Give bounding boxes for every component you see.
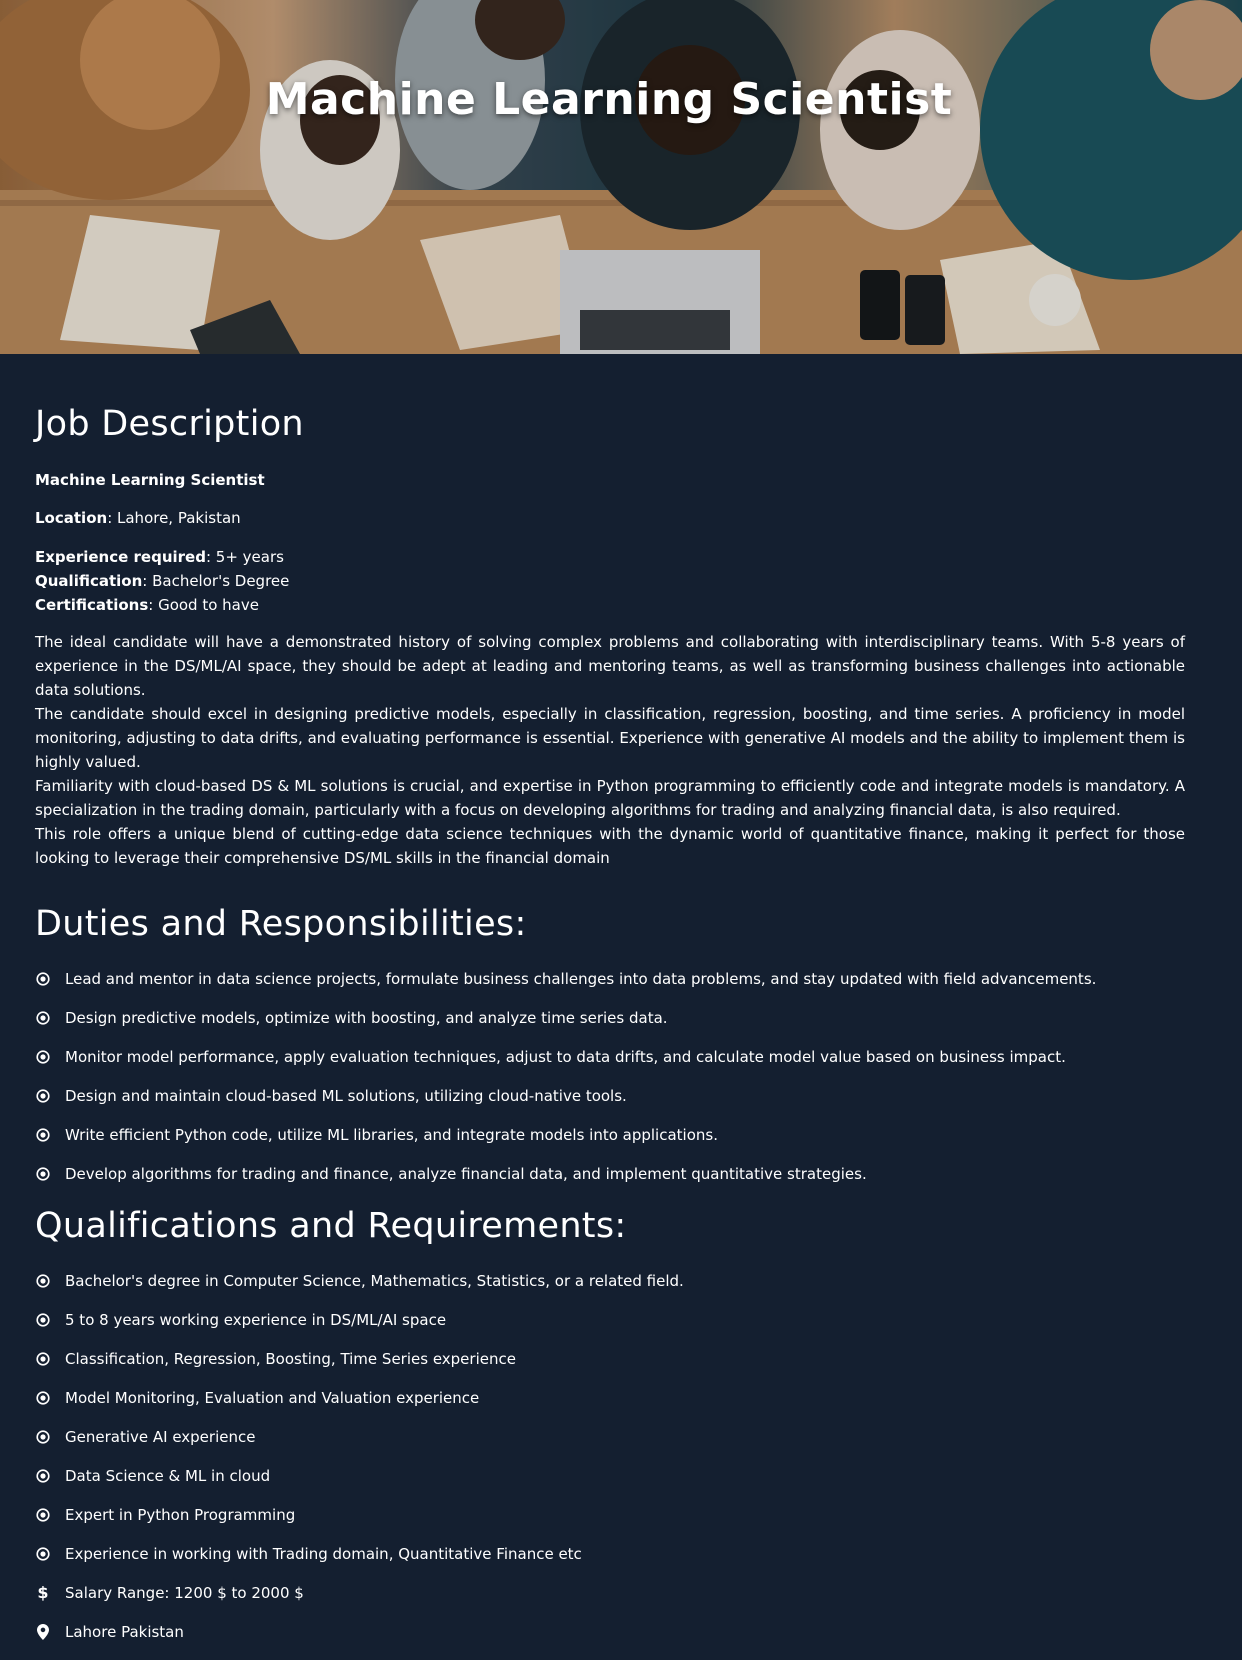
dot-circle-icon [35,1387,51,1409]
duties-heading: Duties and Responsibilities: [35,904,527,944]
salary-text: Salary Range: 1200 $ to 2000 $ [65,1584,304,1602]
list-item [35,1046,1185,1085]
list-item [35,1426,1185,1465]
list-item [35,1007,1185,1046]
list-item [35,1124,1185,1163]
dot-circle-icon [35,1309,51,1331]
hero-title: Machine Learning Scientist [265,74,953,125]
dot-circle-icon [35,1348,51,1370]
duty-text: Design and maintain cloud-based ML solutions, utilizing cloud-native tools. [65,1087,627,1105]
location-text: Lahore Pakistan [65,1623,184,1641]
certifications-line [35,593,259,617]
experience-line [35,545,284,569]
salary-item [35,1582,1185,1621]
description-paragraph: The candidate should excel in designing predictive models, especially in classification, regression, boosting, and time series. A proficiency in model monitoring, adjusting to data drifts, and evaluating performance is essential. Experience with generative AI models and the ability to implement them is highly valued. [35,705,1185,771]
duty-text: Write efficient Python code, utilize ML libraries, and integrate models into applications. [65,1126,718,1144]
location-label: Location [35,509,108,527]
dot-circle-icon [35,1085,51,1107]
job-description-body [35,630,1185,870]
duty-text: Design predictive models, optimize with boosting, and analyze time series data. [65,1009,668,1027]
dot-circle-icon [35,1007,51,1029]
qualification-text: 5 to 8 years working experience in DS/ML/AI space [65,1311,447,1329]
dot-circle-icon [35,1124,51,1146]
hero-photo [0,0,1242,354]
list-item [35,1270,1185,1309]
description-paragraph: This role offers a unique blend of cutting-edge data science techniques with the dynamic world of quantitative finance, making it perfect for those looking to leverage their comprehensive DS/ML skills in the financial domain [35,825,1185,867]
list-item [35,1465,1185,1504]
certifications-value: : Good to have [148,596,259,614]
qualification-text: Model Monitoring, Evaluation and Valuation experience [65,1389,480,1407]
dot-circle-icon [35,1543,51,1565]
qualification-text: Bachelor's degree in Computer Science, Mathematics, Statistics, or a related field. [65,1272,684,1290]
list-item [35,1504,1185,1543]
duty-text: Develop algorithms for trading and finance, analyze financial data, and implement quantitative strategies. [65,1165,867,1183]
list-item [35,1163,1185,1202]
experience-label: Experience required [35,548,206,566]
qualification-label: Qualification [35,572,143,590]
list-item [35,1543,1185,1582]
duty-text: Lead and mentor in data science projects, formulate business challenges into data problems, and stay updated with field advancements. [65,970,1097,988]
dot-circle-icon [35,1504,51,1526]
qualification-line [35,569,289,593]
certifications-label: Certifications [35,596,149,614]
qualification-text: Classification, Regression, Boosting, Time Series experience [65,1350,516,1368]
dot-circle-icon [35,1465,51,1487]
qualifications-heading: Qualifications and Requirements: [35,1206,627,1246]
qualifications-list [35,1270,1185,1660]
location-line [35,506,241,530]
qualification-text: Experience in working with Trading domain, Quantitative Finance etc [65,1545,582,1563]
hero-banner [0,0,1242,354]
dollar-icon: $ [37,1583,49,1602]
description-paragraph: Familiarity with cloud-based DS & ML solutions is crucial, and expertise in Python programming to efficiently code and integrate models is mandatory. A specialization in the trading domain, particularly with a focus on developing algorithms for trading and analyzing financial data, is also required. [35,777,1185,819]
dot-circle-icon [35,1270,51,1292]
dot-circle-icon [35,1163,51,1185]
dot-circle-icon [35,968,51,990]
job-description-heading: Job Description [35,404,304,444]
list-item [35,1309,1185,1348]
experience-value: : 5+ years [205,548,284,566]
dot-circle-icon [35,1046,51,1068]
list-item [35,1387,1185,1426]
duties-list [35,968,1185,1202]
list-item [35,968,1185,1007]
location-item [35,1621,1185,1660]
qualification-text: Generative AI experience [65,1428,256,1446]
list-item [35,1348,1185,1387]
map-marker-icon [35,1621,51,1643]
list-item [35,1085,1185,1124]
qualification-text: Expert in Python Programming [65,1506,296,1524]
description-paragraph: The ideal candidate will have a demonstrated history of solving complex problems and collaborating with interdisciplinary teams. With 5-8 years of experience in the DS/ML/AI space, they should be adept at leading and mentoring teams, as well as transforming business challenges into actionable data solutions. [35,633,1185,699]
job-subtitle: Machine Learning Scientist [35,471,265,489]
dot-circle-icon [35,1426,51,1448]
qualification-value: : Bachelor's Degree [142,572,290,590]
qualification-text: Data Science & ML in cloud [65,1467,271,1485]
location-value: : Lahore, Pakistan [107,509,241,527]
duty-text: Monitor model performance, apply evaluation techniques, adjust to data drifts, and calculate model value based on business impact. [65,1048,1066,1066]
